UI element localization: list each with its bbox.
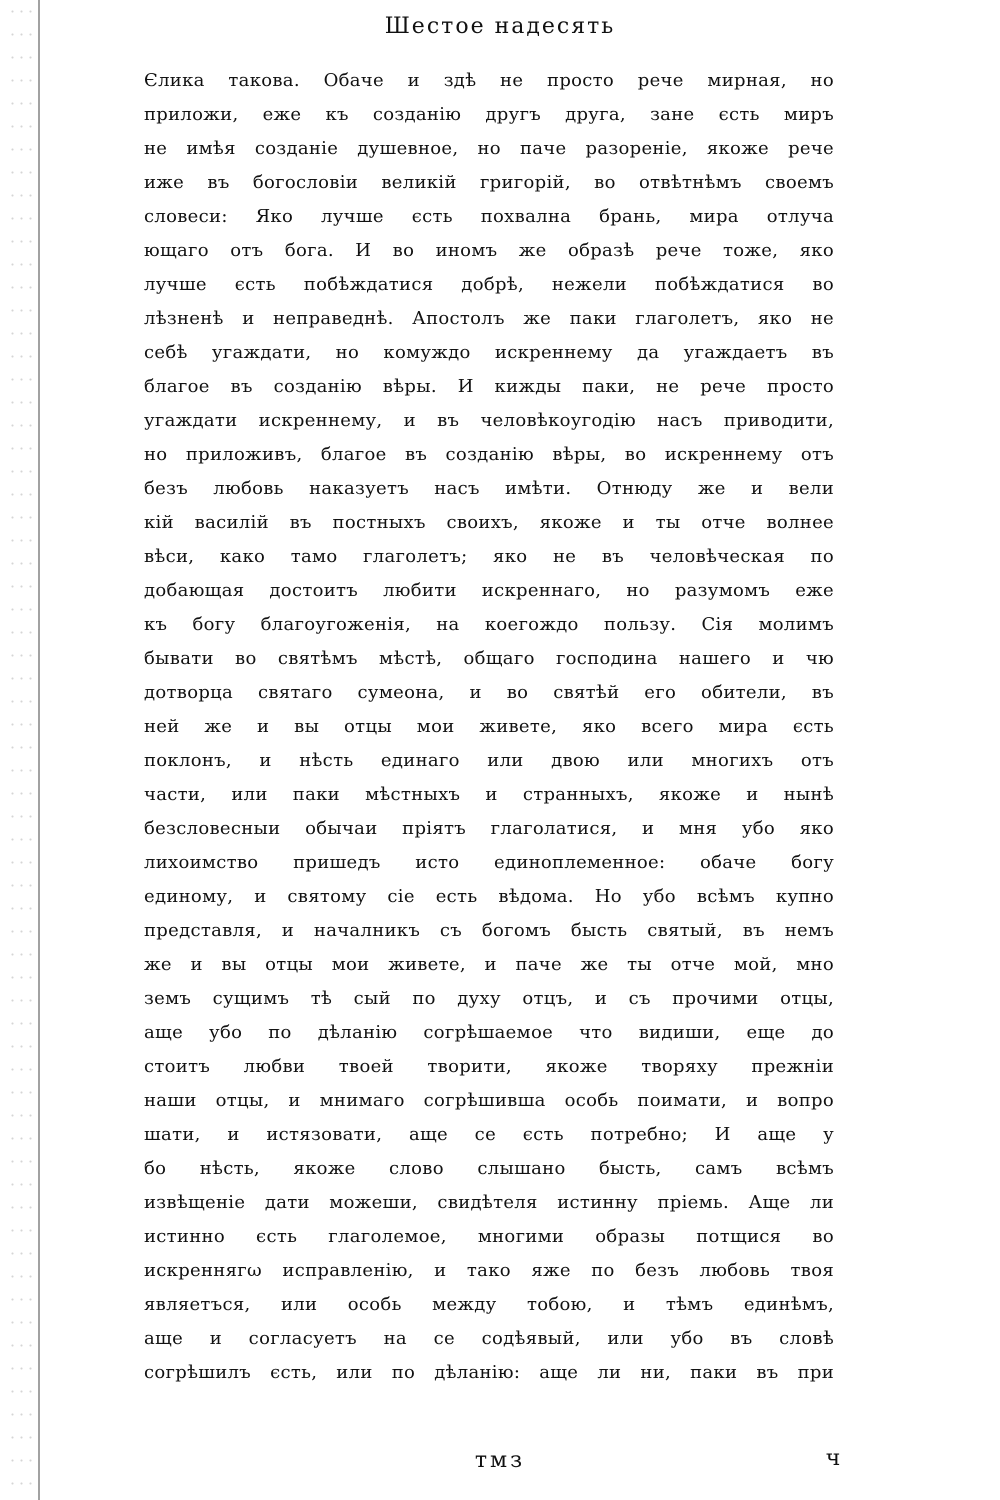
text-line: но приложивъ, благое въ созданію вѣры, во искреннему отъ (144, 444, 834, 465)
text-line: кій василій въ постныхъ своихъ, якоже и ты отче волнее (144, 512, 834, 533)
text-line: бывати во святѣмъ мѣстѣ, общаго господина нашего и чю (144, 648, 834, 669)
text-line: словеси: Яко лучше єсть похвална брань, мира отлуча (144, 206, 834, 227)
text-line: безъ любовь наказуетъ насъ имѣти. Отнюду же и вели (144, 478, 834, 499)
page-number: тмз (474, 1448, 526, 1473)
text-line: ющаго отъ бога. И во иномъ же образѣ рече тоже, яко (144, 240, 834, 261)
text-line: согрѣшилъ єсть, или по дѣланію: аще ли ни, паки въ при (144, 1362, 834, 1383)
text-line: дотворца святаго сумеона, и во святѣй его обители, въ (144, 682, 834, 703)
text-line: истинно єсть глаголемое, многими образы потщися во (144, 1226, 834, 1247)
text-line: добающая достоитъ любити искреннаго, но разумомъ еже (144, 580, 834, 601)
text-line: аще убо по дѣланію согрѣшаемое что видиши, еще до (144, 1022, 834, 1043)
text-line: являетъся, или особь между тобою, и тѣмъ единѣмъ, (144, 1294, 834, 1315)
scan-edge-line (38, 0, 40, 1500)
text-line: себѣ угаждати, но комуждо искреннему да угаждаетъ въ (144, 342, 834, 363)
scan-edge-noise (8, 0, 34, 1500)
text-line: къ богу благоугоженія, на коегождо пользу. Сія молимъ (144, 614, 834, 635)
text-line: бо нѣсть, якоже слово слышано бысть, самъ всѣмъ (144, 1158, 834, 1179)
text-line: стоитъ любви твоей творити, якоже творяху прежніи (144, 1056, 834, 1077)
text-line: аще и согласуетъ на се содѣявый, или убо въ словѣ (144, 1328, 834, 1349)
text-line: безсловесныи обычаи пріятъ глаголатися, и мня убо яко (144, 818, 834, 839)
text-line: шати, и истязовати, аще се єсть потребно; И аще у (144, 1124, 834, 1145)
text-line: лихоимство пришедъ исто единоплеменное: обаче богу (144, 852, 834, 873)
text-line: иже въ богословіи великій григорій, во отвѣтнѣмъ своемъ (144, 172, 834, 193)
text-line: искреннягω исправленію, и тако яже по безъ любовь твоя (144, 1260, 834, 1281)
body-text (144, 64, 834, 1390)
text-line: не имѣя созданіе душевное, но паче разореніе, якоже рече (144, 138, 834, 159)
text-line: поклонъ, и нѣсть единаго или двою или многихъ отъ (144, 750, 834, 771)
signature-mark: ч (825, 1446, 841, 1471)
text-line: угаждати искреннему, и въ человѣкоугодію насъ приводити, (144, 410, 834, 431)
text-line: извѣщеніе дати можеши, свидѣтеля истинну пріемь. Аще ли (144, 1192, 834, 1213)
text-line: единому, и святому сіе есть вѣдома. Но убо всѣмъ купно (144, 886, 834, 907)
text-line: же и вы отцы мои живете, и паче же ты отче мой, мно (144, 954, 834, 975)
text-line: лучше єсть побѣждатися добрѣ, нежели побѣждатися во (144, 274, 834, 295)
text-line: благое въ созданію вѣры. И кижды паки, не рече просто (144, 376, 834, 397)
text-line: Єлика такова. Обаче и здѣ не просто рече мирная, но (144, 70, 834, 91)
text-line: земъ сущимъ тѣ сый по духу отцъ, и съ прочими отцы, (144, 988, 834, 1009)
running-head: Шестое надесять (384, 14, 616, 39)
text-line: лѣзненѣ и неправеднѣ. Апостолъ же паки глаголетъ, яко не (144, 308, 834, 329)
text-line: ней же и вы отцы мои живете, яко всего мира єсть (144, 716, 834, 737)
text-line: наши отцы, и мнимаго согрѣшивша особь поимати, и вопро (144, 1090, 834, 1111)
text-line: вѣси, како тамо глаголетъ; яко не въ человѣческая по (144, 546, 834, 567)
text-line: части, или паки мѣстныхъ и странныхъ, якоже и нынѣ (144, 784, 834, 805)
text-line: представля, и началникъ съ богомъ бысть святый, въ немъ (144, 920, 834, 941)
text-line: приложи, еже къ созданію другъ друга, зане єсть миръ (144, 104, 834, 125)
